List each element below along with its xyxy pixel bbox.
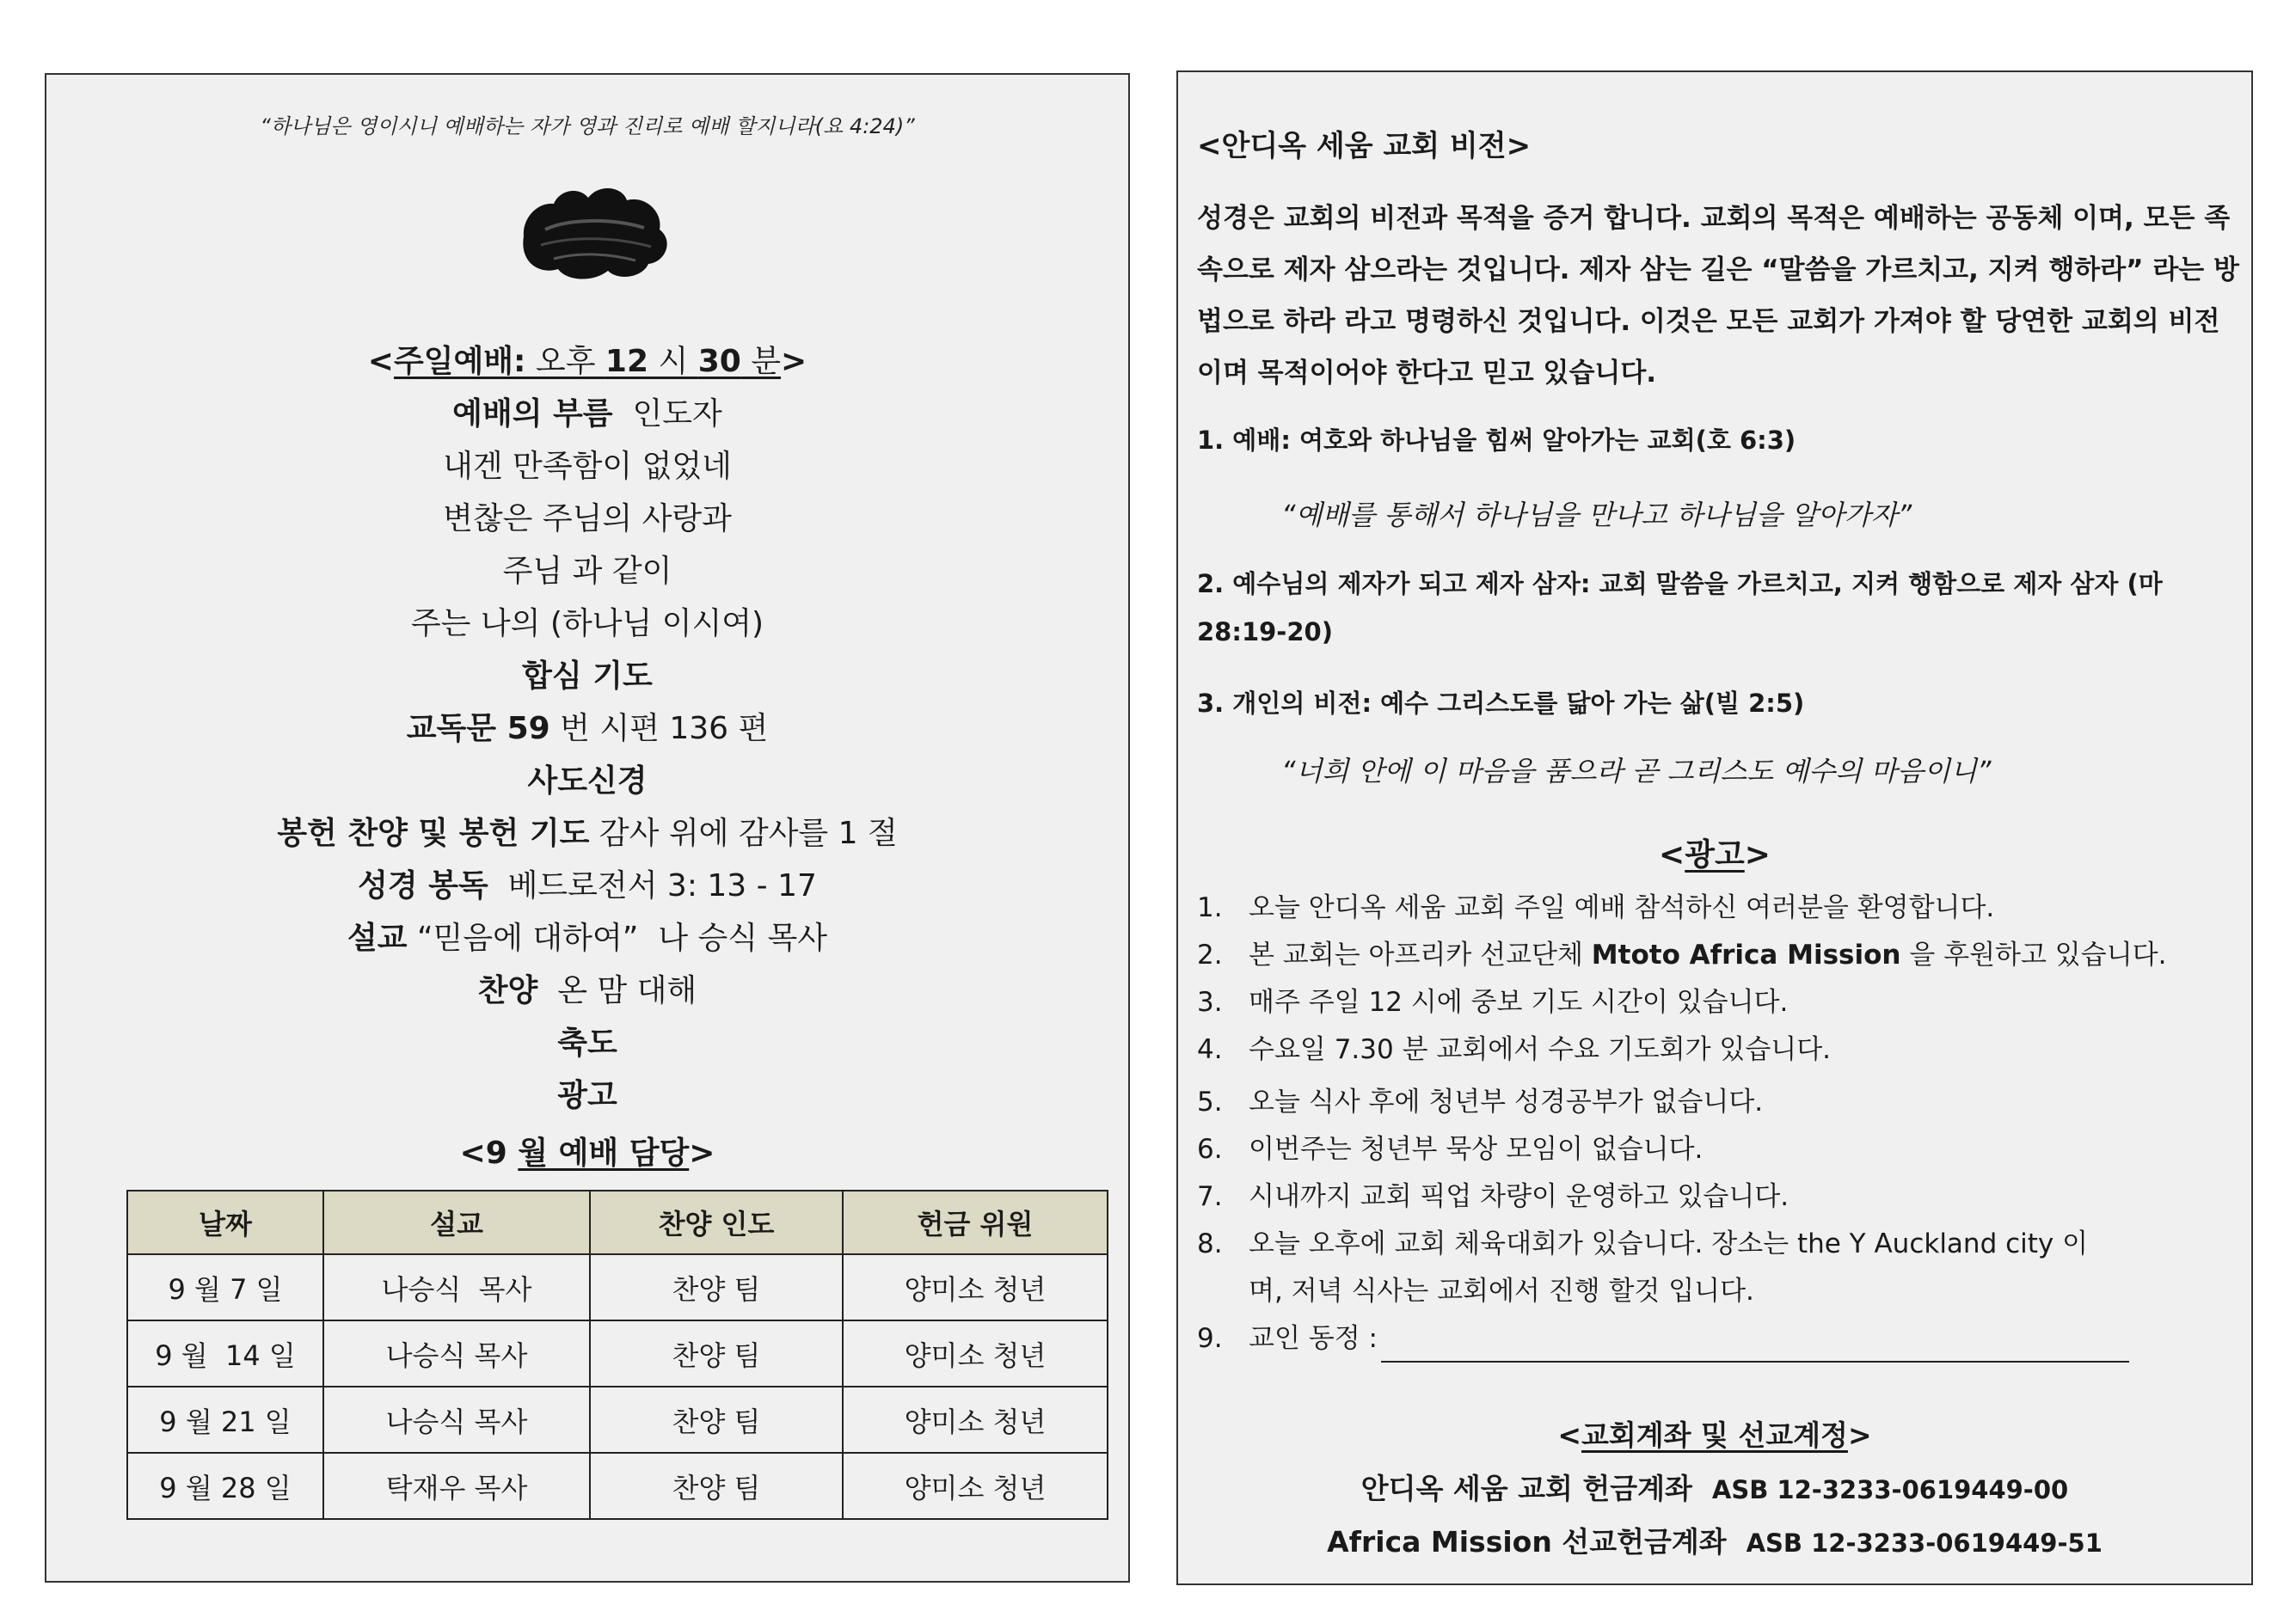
announcement-number: 4. (1197, 1034, 1223, 1065)
announcement-item (1197, 1173, 2238, 1221)
account-label: 교회계좌 및 선교계정 (1581, 1418, 1848, 1452)
announcement-text: 오늘 식사 후에 청년부 성경공부가 없습니다. (1249, 1087, 1764, 1118)
church-account-number: ASB 12-3233-0619449-00 (1711, 1475, 2069, 1504)
service-minute: 30 (697, 344, 741, 379)
table-cell: 9 월 21 일 (127, 1387, 323, 1453)
table-cell: 양미소 청년 (843, 1320, 1108, 1387)
order-line (46, 388, 1128, 440)
order-line-text: 주님 과 같이 (502, 554, 672, 589)
order-line (46, 1017, 1128, 1069)
announcement-text: 시내까지 교회 픽업 차량이 운영하고 있습니다. (1249, 1181, 1790, 1212)
order-line-bold: 합심 기도 (522, 658, 653, 694)
table-cell: 찬양 팀 (590, 1320, 843, 1387)
announce-open: < (1659, 837, 1685, 873)
service-hour: 12 (605, 344, 649, 379)
service-label: 주일예배: (393, 344, 526, 379)
order-line-bold: 예배의 부름 (452, 396, 613, 432)
blank-line (1381, 1335, 2129, 1363)
order-line-text: 온 맘 대해 (537, 973, 697, 1008)
announcement-text: 본 교회는 아프리카 선교단체 (1249, 940, 1592, 971)
scripture-quote: “하나님은 영이시니 예배하는 자가 영과 진리로 예배 할지니라(요 4:24)” (260, 114, 915, 138)
order-line-text: 주는 나의 (하나님 이시여) (410, 606, 764, 641)
duty-title-label: 월 예배 담당 (518, 1136, 690, 1171)
table-row (127, 1254, 1108, 1320)
order-line-bold: 광고 (557, 1078, 617, 1113)
announcement-text: 수요일 7.30 분 교회에서 수요 기도회가 있습니다. (1249, 1034, 1832, 1065)
service-time-heading (46, 335, 1128, 388)
announcement-item (1197, 979, 2238, 1026)
announcement-title (1178, 830, 2251, 874)
mission-account (1178, 1520, 2251, 1560)
order-line-bold: 교독문 59 (406, 711, 550, 746)
announcement-number: 7. (1197, 1181, 1223, 1212)
header-sermon: 설교 (323, 1191, 590, 1254)
table-cell: 나승식 목사 (323, 1387, 590, 1453)
order-line-bold: 사도신경 (527, 763, 648, 799)
duty-table-header-row (127, 1191, 1108, 1254)
announcement-number: 2. (1197, 940, 1223, 971)
announcement-list (1197, 885, 2238, 1363)
order-line-bold: 찬양 (477, 973, 538, 1008)
announcement-item (1197, 932, 2238, 979)
church-account-label: 안디옥 세움 교회 헌금계좌 (1360, 1472, 1692, 1505)
order-line (46, 755, 1128, 807)
order-line (46, 597, 1128, 650)
announce-close: > (1744, 837, 1771, 873)
table-cell: 탁재우 목사 (323, 1453, 590, 1519)
order-line-text: 내겐 만족함이 없었네 (443, 449, 732, 484)
vision-title: <안디옥 세움 교회 비전> (1197, 129, 1532, 163)
vision-2-heading: 2. 예수님의 제자가 되고 제자 삼자: 교회 말씀을 가르치고, 지켜 행함으로 제자 삼자 (마 28:19-20) (1197, 569, 2163, 646)
order-line-text: 인도자 (612, 396, 722, 432)
mission-name: Mtoto Africa Mission (1591, 940, 1901, 971)
announcement-text: 이번주는 청년부 묵상 모임이 없습니다. (1249, 1134, 1704, 1165)
header-date: 날짜 (127, 1191, 323, 1254)
vision-1-quote: “예배를 통해서 하나님을 만나고 하나님을 알아가자” (1281, 499, 1912, 531)
order-line (46, 912, 1128, 965)
right-panel (1176, 70, 2253, 1585)
announcement-number: 8. (1197, 1228, 1223, 1259)
service-time-b: 시 (648, 344, 698, 379)
announcement-item (1197, 1126, 2238, 1173)
order-line-bold: 봉헌 찬양 및 봉헌 기도 (277, 816, 590, 851)
order-line-text: 변찮은 주님의 사랑과 (443, 501, 732, 536)
church-logo-image (506, 176, 678, 288)
announcement-text-tail: 을 후원하고 있습니다. (1900, 940, 2167, 971)
mission-account-number: ASB 12-3233-0619449-51 (1746, 1528, 2103, 1558)
announcement-text: 교인 동정 : (1249, 1323, 1378, 1354)
announcement-item (1197, 885, 2238, 932)
table-cell: 9 월 7 일 (127, 1254, 323, 1320)
order-line (46, 860, 1128, 912)
announcement-number: 1. (1197, 892, 1223, 923)
announcement-item (1197, 1221, 2238, 1315)
table-cell: 나승식 목사 (323, 1254, 590, 1320)
order-list (46, 388, 1128, 1122)
left-panel (45, 73, 1130, 1583)
order-line (46, 965, 1128, 1017)
table-cell: 양미소 청년 (843, 1387, 1108, 1453)
mission-account-label: Africa Mission 선교헌금계좌 (1327, 1525, 1727, 1559)
duty-table (126, 1190, 1108, 1520)
order-line-text: 베드로전서 3: 13 - 17 (488, 868, 817, 904)
announcement-number: 5. (1197, 1087, 1223, 1118)
order-line-text: 감사 위에 감사를 1 절 (589, 816, 898, 851)
order-line (46, 493, 1128, 545)
vision-1-heading: 1. 예배: 여호와 하나님을 힘써 알아가는 교회(호 6:3) (1197, 426, 1796, 455)
table-cell: 나승식 목사 (323, 1320, 590, 1387)
order-line (46, 545, 1128, 597)
announcement-text: 매주 주일 12 시에 중보 기도 시간이 있습니다. (1249, 987, 1789, 1018)
announcement-text: 오늘 안디옥 세움 교회 주일 예배 참석하신 여러분을 환영합니다. (1249, 892, 1995, 923)
announcement-text: 오늘 오후에 교회 체육대회가 있습니다. 장소는 the Y Auckland city 이며, 저녁 식사는 교회에서 진행 할것 입니다. (1249, 1228, 2089, 1307)
duty-title (46, 1127, 1128, 1179)
order-line (46, 440, 1128, 493)
announcement-item (1197, 1026, 2238, 1074)
duty-title-close: > (689, 1136, 715, 1171)
order-line-bold: 성경 봉독 (358, 868, 488, 904)
bracket-open: < (367, 344, 394, 379)
announcement-item (1197, 1315, 2238, 1363)
account-open: < (1557, 1418, 1582, 1452)
order-line-bold: 축도 (557, 1026, 617, 1061)
table-cell: 찬양 팀 (590, 1254, 843, 1320)
order-line-text: 번 시편 136 편 (549, 711, 769, 746)
announcement-item (1197, 1079, 2238, 1126)
table-row (127, 1320, 1108, 1387)
table-cell: 찬양 팀 (590, 1387, 843, 1453)
order-line-text: “믿음에 대하여” 나 승식 목사 (407, 921, 828, 956)
header-praise-leader: 찬양 인도 (590, 1191, 843, 1254)
announcement-number: 6. (1197, 1134, 1223, 1165)
service-time-a: 오후 (525, 344, 605, 379)
worship-order (46, 335, 1128, 1179)
vision-3-quote: “너희 안에 이 마음을 품으라 곧 그리스도 예수의 마음이니” (1281, 755, 1992, 787)
account-close: > (1847, 1418, 1872, 1452)
vision-3-heading: 3. 개인의 비전: 예수 그리스도를 닮아 가는 삶(빌 2:5) (1197, 689, 1805, 718)
table-row (127, 1387, 1108, 1453)
bracket-close: > (781, 344, 807, 379)
table-cell: 양미소 청년 (843, 1453, 1108, 1519)
announcement-number: 3. (1197, 987, 1223, 1018)
order-line (46, 1069, 1128, 1122)
vision-paragraph: 성경은 교회의 비전과 목적을 증거 합니다. 교회의 목적은 예배하는 공동체 이며, 모든 족속으로 제자 삼으라는 것입니다. 제자 삼는 길은 “말씀을 가르치고, 지켜 행하라” 라는 방법으로 하라 라고 명령하신 것입니다. 이것은 모든 교회가 가져야 할 당연한 교회의 비전이며 목적이어야 한다고 믿고 있습니다. (1197, 203, 2239, 389)
table-cell: 9 월 28 일 (127, 1453, 323, 1519)
order-line (46, 807, 1128, 860)
service-time-c: 분 (740, 344, 782, 379)
table-cell: 양미소 청년 (843, 1254, 1108, 1320)
duty-title-open: <9 (459, 1136, 519, 1171)
account-title (1178, 1413, 2251, 1454)
announce-label: 광고 (1685, 837, 1745, 873)
header-offering: 헌금 위원 (843, 1191, 1108, 1254)
order-line (46, 650, 1128, 702)
table-cell: 찬양 팀 (590, 1453, 843, 1519)
table-cell: 9 월 14 일 (127, 1320, 323, 1387)
church-account (1178, 1467, 2251, 1507)
order-line (46, 702, 1128, 755)
table-row (127, 1453, 1108, 1519)
order-line-bold: 설교 (347, 921, 408, 956)
announcement-number: 9. (1197, 1323, 1223, 1354)
